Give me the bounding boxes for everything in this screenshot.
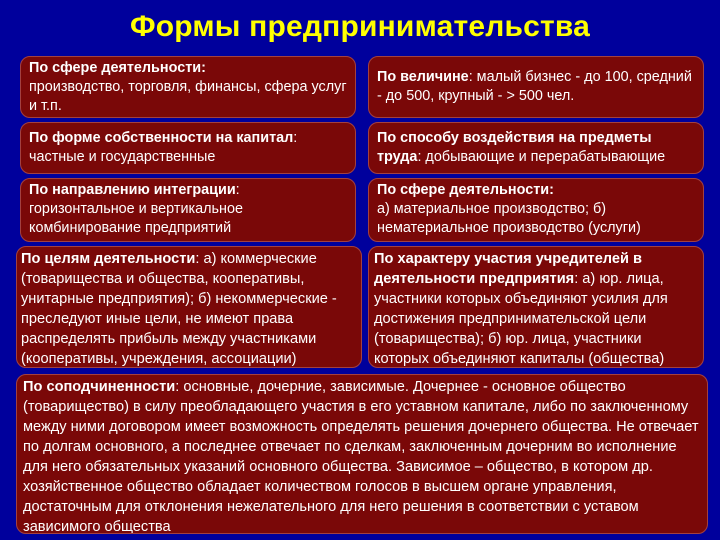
box-text: : основные, дочерние, зависимые. Дочернее - основное общество (товарищество) в силу преобладающего участия в его уставном капитале, либо по заключенному между ними договором имеет возможность определять решения дочернего общества. Не отвечает по долгам основного, а последнее отвечает по сделкам, заключенным дочерним во исполнение для него обязательных указаний основного общества. Зависимое – общество, в котором др. хозяйственное общество обладает количеством голосов в высшем органе управления, достаточным для отклонения нежелательного для него решения в соответствии с уставом зависимого общества	[23, 379, 699, 534]
box-founders	[368, 246, 704, 368]
box-text: : добывающие и перерабатывающие	[417, 149, 666, 165]
box-key: По способу воздействия на предметы труда	[377, 130, 652, 165]
box-key: По форме собственности на капитал	[29, 130, 294, 146]
box-ownership	[20, 122, 356, 174]
box-text: производство, торговля, финансы, сфера услуг и т.п.	[29, 79, 347, 114]
box-sphere-of-activity-2	[368, 178, 704, 242]
box-text: : малый бизнес - до 100, средний - до 500, крупный - > 500 чел.	[377, 69, 692, 104]
box-text: : а) коммерческие (товарищества и общества, кооперативы, унитарные предприятия); б) некоммерческие - преследуют иные цели, не имеют права распределять прибыль между участниками (кооперативы, учреждения, ассоциации)	[21, 251, 337, 367]
box-text: : а) юр. лица, участники которых объединяют усилия для достижения предпринимательской цели (товарищества); б) юр. лица, участники которых объединяют капиталы (общества)	[374, 271, 668, 367]
box-key: По сфере деятельности:	[29, 60, 206, 76]
box-sphere-of-activity	[20, 56, 356, 118]
box-key: По сфере деятельности:	[377, 182, 554, 198]
box-key: По соподчиненности	[23, 379, 176, 395]
box-method	[368, 122, 704, 174]
box-subordination	[16, 374, 708, 534]
box-size	[368, 56, 704, 118]
box-key: По характеру участия учредителей в деятельности предприятия	[374, 251, 643, 287]
box-key: По величине	[377, 69, 469, 85]
box-text: : частные и государственные	[29, 130, 298, 165]
box-text: а) материальное производство; б) нематериальное производство (услуги)	[377, 201, 641, 236]
box-key: По направлению интеграции	[29, 182, 236, 198]
box-text: : горизонтальное и вертикальное комбинирование предприятий	[29, 182, 243, 236]
page-title: Формы предпринимательства	[129, 10, 591, 43]
box-key: По целям деятельности	[21, 251, 196, 267]
box-integration	[20, 178, 356, 242]
box-goals	[16, 246, 362, 368]
